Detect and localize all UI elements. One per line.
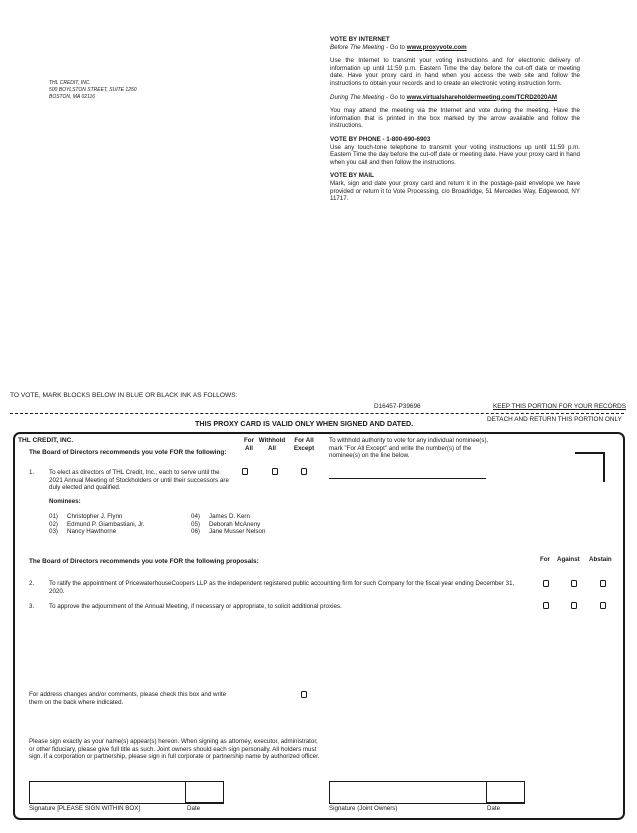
nominee-number: 03) <box>49 528 58 536</box>
vote-phone-heading: VOTE BY PHONE - 1-800-690-6903 <box>330 135 431 143</box>
nominee-name: Christopher J. Flynn <box>67 513 123 520</box>
nominee-name: Jane Musser Nelson <box>209 528 266 536</box>
joint-signature-label: Signature (Joint Owners) <box>329 805 398 812</box>
col-for-all: For All <box>244 437 254 452</box>
vote-mail-body: Mark, sign and date your proxy card and return it in the postage-paid envelope we have provided or return it to Vote Processing, c/o Broadridge, 51 Mercedes Way, Edgewood, NY 11717. <box>330 179 580 203</box>
signature-box[interactable] <box>29 781 186 803</box>
date-label: Date <box>187 805 201 812</box>
date-box[interactable] <box>186 781 224 803</box>
sender-address-line2: BOSTON, MA 02116 <box>49 94 96 100</box>
vote-phone-body: Use any touch-tone telephone to transmit your voting instructions up until 11:59 p.m. Eastern Time the day before the cut-off date or meeting date. Have your proxy card in hand when you call and then follow the instructions. <box>330 143 580 166</box>
nominees-label: Nominees: <box>49 498 81 505</box>
col-against: Against <box>557 556 580 563</box>
joint-date-label: Date <box>487 805 501 812</box>
nominee-name: Edmund P. Giambastiani, Jr. <box>67 520 145 528</box>
signature-label: Signature [PLEASE SIGN WITHIN BOX] <box>29 805 141 812</box>
nominee-row <box>191 521 311 529</box>
joint-signature-box[interactable] <box>329 781 487 803</box>
nominee-row <box>49 513 189 521</box>
detach-label: DETACH AND RETURN THIS PORTION ONLY <box>487 416 622 423</box>
sender-address <box>49 80 169 101</box>
virtual-meeting-link[interactable]: www.virtualshareholdermeeting.com/TCRD2020AM <box>406 93 558 101</box>
item1-number: 1. <box>29 469 35 476</box>
joint-date-box[interactable] <box>487 781 525 803</box>
item2-against-checkbox[interactable] <box>571 580 577 587</box>
withhold-all-checkbox[interactable] <box>272 468 278 475</box>
nominees-left <box>49 513 189 536</box>
vote-internet-during-body: You may attend the meeting via the Internet and vote during the meeting. Have the information that is printed in the box marked by the arrow available and follow the instructions. <box>330 107 580 130</box>
nominee-number: 06) <box>191 528 200 536</box>
item2-for-checkbox[interactable] <box>543 580 549 587</box>
nominee-row <box>191 513 311 521</box>
validity-notice: THIS PROXY CARD IS VALID ONLY WHEN SIGNED AND DATED. <box>195 419 414 428</box>
address-change-checkbox[interactable] <box>301 691 307 698</box>
item3-text: To approve the adjournment of the Annual Meeting, if necessary or appropriate, to solicit additional proxies. <box>49 603 342 610</box>
mark-instructions: TO VOTE, MARK BLOCKS BELOW IN BLUE OR BLACK INK AS FOLLOWS: <box>10 392 238 399</box>
keep-portion-label: KEEP THIS PORTION FOR YOUR RECORDS <box>493 403 627 410</box>
nominee-name: Nancy Hawthorne <box>67 528 117 536</box>
vote-mail-heading: VOTE BY MAIL <box>330 172 374 180</box>
nominee-row <box>49 528 189 536</box>
nominee-name: James D. Kern <box>209 513 250 520</box>
item3-abstain-checkbox[interactable] <box>600 602 606 609</box>
card-company-name: THL CREDIT, INC. <box>18 437 74 444</box>
item1-text: To elect as directors of THL Credit, Inc., each to serve until the 2021 Annual Meeting of Stockholders or until their successors are duly elected and qualified. <box>49 469 229 492</box>
during-goto: - Go to <box>384 93 407 101</box>
vote-internet-before-line <box>330 44 580 52</box>
item3-against-checkbox[interactable] <box>571 602 577 609</box>
before-meeting-label: Before The Meeting <box>330 43 385 51</box>
voting-methods <box>330 36 580 203</box>
before-goto: - Go to <box>384 43 407 51</box>
during-meeting-label: During The Meeting <box>330 93 385 101</box>
item2-abstain-checkbox[interactable] <box>600 580 606 587</box>
vote-internet-heading: VOTE BY INTERNET <box>330 36 390 43</box>
signing-instructions: Please sign exactly as your name(s) appear(s) hereon. When signing as attorney, executor, administrator, or other fiduciary, please give full title as such. Joint owners should each sign personally. All holders must sign. If a corporation or partnership, please sign in full corporate or partnership name by authorized officer. <box>29 738 320 761</box>
nominee-row <box>49 521 189 529</box>
vote-internet-body: Use the Internet to transmit your voting instructions and for electronic delivery of information up until 11:59 p.m. Eastern Time the day before the cut-off date or meeting date. Have your proxy card in hand when you access the web site and follow the instructions to obtain your records and to create an electronic voting instruction form. <box>330 57 580 87</box>
joint-signature-line <box>329 803 525 804</box>
item2-number: 2. <box>29 580 35 587</box>
control-code: D16457-P39696 <box>374 403 421 410</box>
item2-text: To ratify the appointment of PricewaterhouseCoopers LLP as the independent registered public accounting firm for such Company for the fiscal year ending December 31, 2020. <box>49 580 515 595</box>
nominee-number: 02) <box>49 520 58 528</box>
proxyvote-link[interactable]: www.proxyvote.com <box>406 43 467 51</box>
address-change-text: For address changes and/or comments, please check this box and write them on the back where indicated. <box>29 691 227 706</box>
except-write-in-line[interactable] <box>329 478 486 479</box>
col-withhold-all: Withhold All <box>258 437 286 452</box>
withhold-note: To withhold authority to vote for any individual nominee(s), mark "For All Except" and write the number(s) of the nominee(s) on the line below. <box>329 437 489 460</box>
vote-internet-during-line <box>330 94 580 102</box>
control-box-arrow-icon <box>575 452 605 482</box>
nominees-right <box>191 513 311 536</box>
signature-line <box>29 803 224 804</box>
for-all-checkbox[interactable] <box>242 468 248 475</box>
board-recommendation-directors: The Board of Directors recommends you vote FOR the following: <box>29 449 227 456</box>
sender-name: THL CREDIT, INC. <box>49 80 91 86</box>
col-for: For <box>540 556 550 563</box>
col-abstain: Abstain <box>589 556 612 563</box>
nominee-number: 01) <box>49 513 58 520</box>
col-for-all-except: For All Except <box>293 437 315 452</box>
nominee-number: 05) <box>191 520 200 528</box>
item3-for-checkbox[interactable] <box>543 602 549 609</box>
item3-number: 3. <box>29 603 35 610</box>
sender-address-line1: 500 BOYLSTON STREET, SUITE 1250 <box>49 87 137 93</box>
nominee-name: Deborah McAneny <box>209 520 261 528</box>
detach-line <box>10 413 624 414</box>
nominee-number: 04) <box>191 513 200 520</box>
board-recommendation-proposals: The Board of Directors recommends you vote FOR the following proposals: <box>29 558 259 565</box>
nominee-row <box>191 528 311 536</box>
for-all-except-checkbox[interactable] <box>301 468 307 475</box>
